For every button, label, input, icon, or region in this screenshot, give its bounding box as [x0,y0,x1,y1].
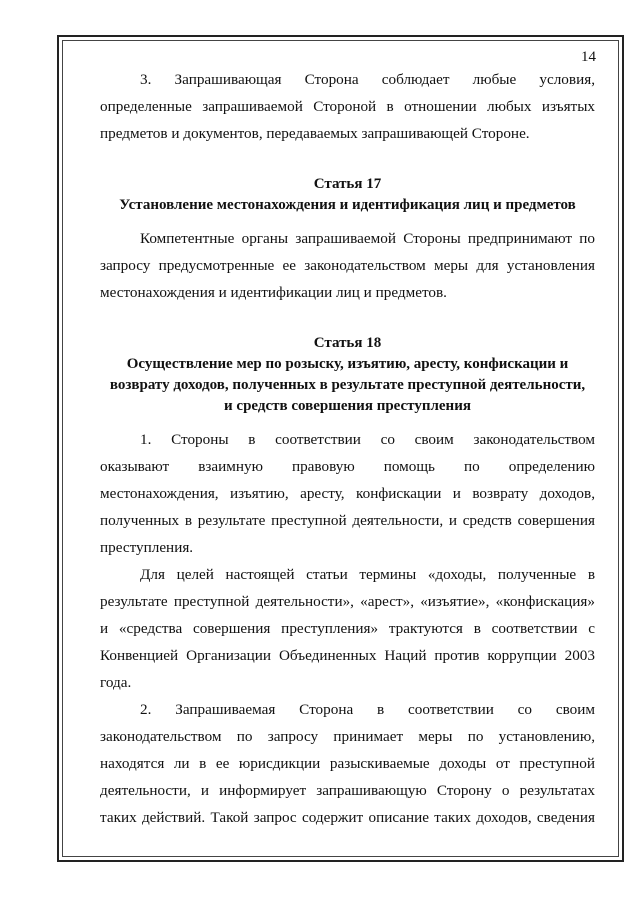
page-number: 14 [581,49,596,65]
text-line: и «средства совершения преступления» трактуются в соответствии с [100,620,595,637]
article-17 [100,174,595,306]
article-18-subtitle-line: и средств совершения преступления [224,398,471,414]
text-line: местонахождения, изъятию, аресту, конфискации и возврату доходов, [100,485,595,502]
text-line: законодательством по запросу принимает меры по установлению, [100,728,595,745]
text-line: 3. Запрашивающая Сторона соблюдает любые условия, [140,71,595,88]
text-line: 1. Стороны в соответствии со своим законодательством [140,431,595,448]
text-line: таких действий. Такой запрос содержит описание таких доходов, сведения [100,809,595,826]
text-line: оказывают взаимную правовую помощь по определению [100,458,595,475]
article-18-paragraph-2 [100,561,595,696]
text-line: деятельности, и информирует запрашивающую Сторону о результатах [100,782,595,799]
article-18-subtitle-line: возврату доходов, полученных в результате преступной деятельности, [109,377,586,393]
document-body [100,66,595,831]
article-18-paragraph-1 [100,426,595,561]
article-17-title: Статья 17 [313,176,382,192]
text-line: результате преступной деятельности», «арест», «изъятие», «конфискация» [100,593,595,610]
text-line: местонахождения и идентификации лиц и предметов. [100,284,447,301]
text-line: преступления. [100,539,194,556]
text-line: Компетентные органы запрашиваемой Стороны предпринимают по [140,230,595,247]
text-line: находятся ли в ее юрисдикции разыскиваемые доходы от преступной [100,755,595,772]
text-line: определенные запрашиваемой Стороной в отношении любых изъятых [100,98,595,115]
text-line: предметов и документов, передаваемых запрашивающей Стороне. [100,125,530,142]
text-line: полученных в результате преступной деятельности, и средств совершения [100,512,595,529]
article-17-subtitle: Установление местонахождения и идентификация лиц и предметов [119,197,576,213]
text-line: года. [100,674,132,691]
article-18-paragraph-3 [100,696,595,831]
text-line: Для целей настоящей статьи термины «доходы, полученные в [140,566,595,583]
text-line: запросу предусмотренные ее законодательством меры для установления [100,257,595,274]
text-line: 2. Запрашиваемая Сторона в соответствии со своим [140,701,595,718]
text-line: Конвенцией Организации Объединенных Наций против коррупции 2003 [100,647,595,664]
article-18-subtitle-line: Осуществление мер по розыску, изъятию, аресту, конфискации и [126,356,569,372]
article-18 [100,333,595,831]
paragraph-3-top [100,66,595,147]
article-18-title: Статья 18 [313,335,382,351]
